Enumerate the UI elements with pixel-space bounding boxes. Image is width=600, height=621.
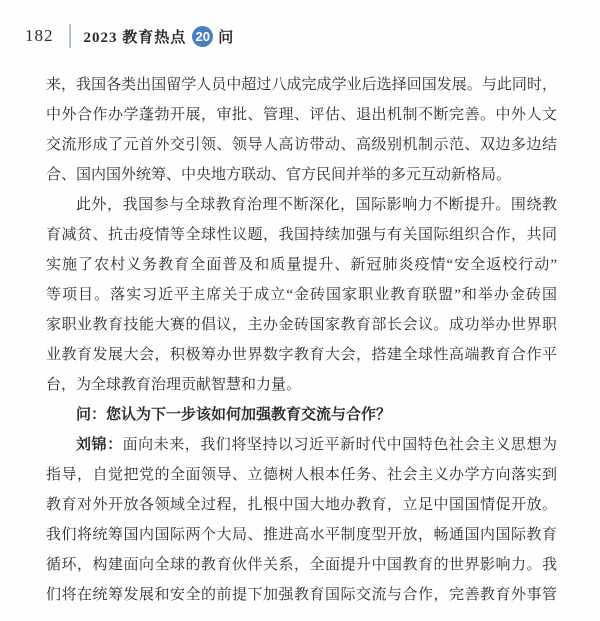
badge-number: 20 bbox=[195, 28, 210, 44]
text-line: 刘锦：面向未来，我们将坚持以习近平新时代中国特色社会主义思想为 bbox=[76, 437, 557, 453]
text-line: 等项目。落实习近平主席关于成立“金砖国家职业教育联盟”和举办金砖国 bbox=[46, 287, 557, 303]
header-divider bbox=[69, 24, 71, 48]
body-text bbox=[46, 70, 557, 610]
text-line: 此外，我国参与全球教育治理不断深化，国际影响力不断提升。围绕教 bbox=[76, 197, 557, 213]
text-line: 循环，构建面向全球的教育伙伴关系，全面提升中国教育的世界影响力。我 bbox=[46, 557, 557, 573]
text-line: 业教育发展大会，积极筹办世界数字教育大会，搭建全球性高端教育合作平 bbox=[46, 347, 557, 363]
text-line: 们将在统筹发展和安全的前提下加强教育国际交流与合作，完善教育外事管 bbox=[46, 587, 557, 603]
text-line: 交流形成了元首外交引领、领导人高访带动、高级别机制示范、双边多边结 bbox=[46, 137, 557, 153]
text-line: 教育对外开放各领域全过程，扎根中国大地办教育，立足中国国情促开放。 bbox=[46, 497, 557, 513]
text-line: 我们将统筹国内国际两个大局、推进高水平制度型开放，畅通国内国际教育 bbox=[46, 527, 557, 543]
text-line: 台，为全球教育治理贡献智慧和力量。 bbox=[46, 377, 302, 393]
text-line: 实施了农村义务教育全面普及和质量提升、新冠肺炎疫情“安全返校行动” bbox=[46, 257, 557, 273]
text-line: 合、国内国外统筹、中央地方联动、官方民间并举的多元互动新格局。 bbox=[46, 167, 512, 183]
page-number: 182 bbox=[25, 26, 54, 45]
topics-count-badge bbox=[192, 26, 213, 47]
text-line: 中外合作办学蓬勃开展，审批、管理、评估、退出机制不断完善。中外人文 bbox=[46, 107, 557, 123]
speaker-name: 刘锦： bbox=[76, 437, 123, 453]
text-line: 育减贫、抗击疫情等全球性议题，我国持续加强与有关国际组织合作，共同 bbox=[46, 227, 557, 243]
text-line: 指导，自觉把党的全面领导、立德树人根本任务、社会主义办学方向落实到 bbox=[46, 467, 557, 483]
book-title: 2023 教育热点 bbox=[83, 29, 187, 46]
question-line: 问：您认为下一步该如何加强教育交流与合作？ bbox=[76, 407, 392, 423]
page-header bbox=[25, 23, 233, 49]
text-line: 来，我国各类出国留学人员中超过八成完成学业后选择回国发展。与此同时， bbox=[46, 77, 557, 93]
book-title-suffix: 问 bbox=[218, 29, 234, 46]
text-line: 家职业教育技能大赛的倡议，主办金砖国家教育部长会议。成功举办世界职 bbox=[46, 317, 557, 333]
